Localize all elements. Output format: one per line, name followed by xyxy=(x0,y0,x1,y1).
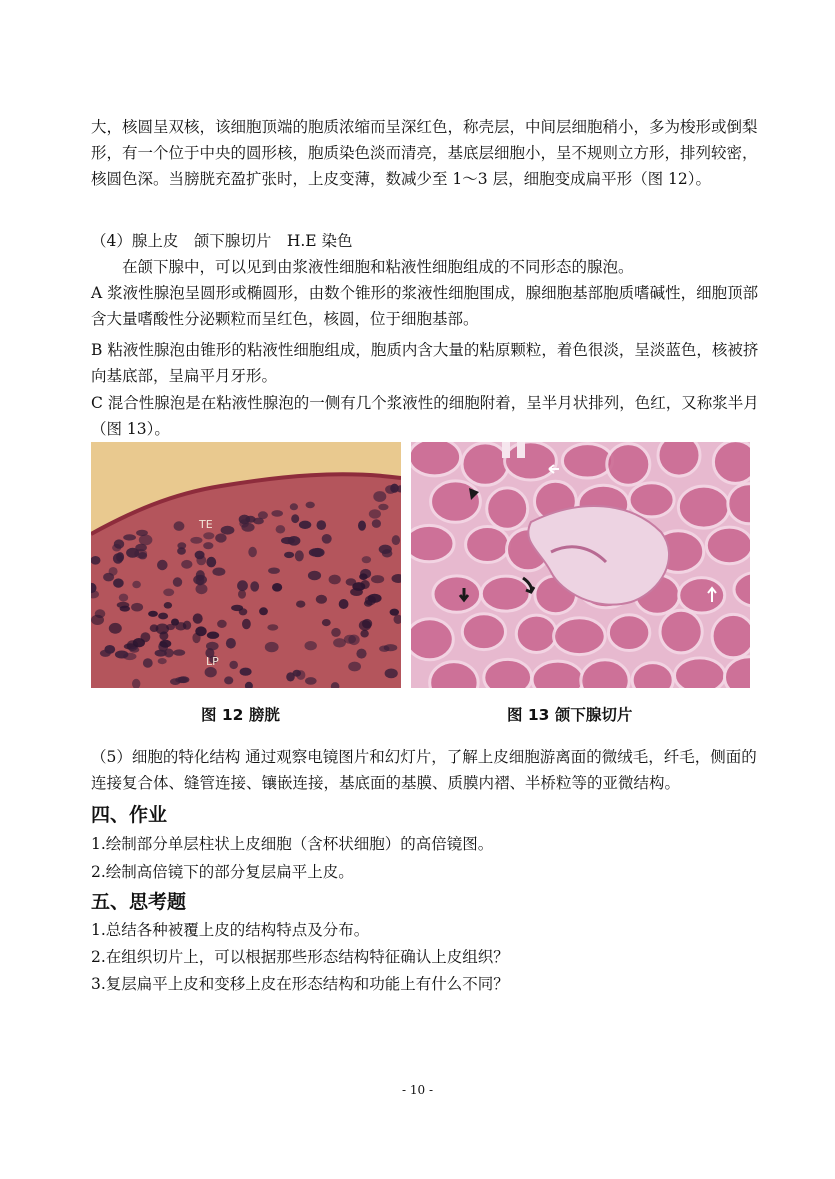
figure-12-nucleus xyxy=(296,601,305,608)
figure-12-nucleus xyxy=(276,525,286,533)
figure-12-nucleus xyxy=(206,557,216,568)
figure-12-nucleus xyxy=(291,514,299,523)
figure-13-serous-acinus xyxy=(658,442,700,476)
figure-13-serous-acinus xyxy=(675,658,726,688)
figure-12-nucleus xyxy=(177,547,186,554)
section-5-title: 五、思考题 xyxy=(91,891,187,913)
figure-12-nucleus xyxy=(195,551,205,560)
figure-12-bladder-micrograph xyxy=(91,442,401,688)
figure-12-nucleus xyxy=(141,632,151,642)
figure-12-nucleus xyxy=(173,649,185,655)
figure-12-nucleus xyxy=(119,594,128,602)
figure-12-nucleus xyxy=(296,670,305,680)
figure-12-nucleus xyxy=(217,620,227,628)
figure-12-nucleus xyxy=(203,532,214,539)
figure-13-serous-acinus xyxy=(466,527,510,563)
item-4-c: C 混合性腺泡是在粘液性腺泡的一侧有几个浆液性的细胞附着，呈半月状排列，色红，又称浆半月（图 13）。 xyxy=(91,394,759,438)
figure-12-nucleus xyxy=(348,662,361,672)
figure-12-nucleus xyxy=(306,502,315,509)
figure-12-nucleus xyxy=(309,548,323,556)
figure-12-nucleus xyxy=(385,669,398,679)
figure-12-nucleus xyxy=(203,542,213,549)
figure-13-serous-acinus xyxy=(678,486,729,528)
figure-12-nucleus xyxy=(365,596,376,606)
figure-13-serous-acinus xyxy=(554,618,606,655)
item-4-a: A 浆液性腺泡呈圆形或椭圆形，由数个锥形的浆液性细胞围成，腺细胞基部胞质嗜碱性，细胞顶部含大量嗜酸性分泌颗粒而呈红色，核圆，位于细胞基部。 xyxy=(91,284,759,328)
figure-12-nucleus xyxy=(173,577,182,587)
figure-12-nucleus xyxy=(333,638,346,647)
figure-12-nucleus xyxy=(360,630,368,638)
figure-13-caption: 图 13 颌下腺切片 xyxy=(507,706,633,724)
figure-12-nucleus xyxy=(384,644,398,651)
figure-12-nucleus xyxy=(359,620,371,631)
figure-12-nucleus xyxy=(129,647,139,653)
figure-12-nucleus xyxy=(181,560,192,569)
figure-12-nucleus xyxy=(286,672,295,681)
figure-12-nucleus xyxy=(299,521,311,529)
paragraph-bladder: 大，核圆呈双核，该细胞顶端的胞质浓缩而呈深红色，称壳层，中间层细胞稍小，多为梭形或倒梨形，有一个位于中央的圆形核，胞质染色淡而清亮，基底层细胞小，呈不规则立方形，排列较密，核圆色深。当膀胱充盈扩张时，上皮变薄，数减少至 1～3 层，细胞变成扁平形（图 12）。 xyxy=(91,118,758,188)
figure-12-label-te: TE xyxy=(199,518,213,531)
figure-13-serous-acinus xyxy=(462,443,508,485)
figure-12-nucleus xyxy=(109,623,122,634)
figure-12-nucleus xyxy=(196,584,208,594)
figure-12-nucleus xyxy=(331,628,341,637)
figure-12-nucleus xyxy=(193,613,203,623)
figure-13-serous-acinus xyxy=(629,483,674,517)
figure-12-nucleus xyxy=(242,619,251,630)
section-5-item-3: 3.复层扁平上皮和变移上皮在形态结构和功能上有什么不同？ xyxy=(91,975,509,993)
item-4-b: B 粘液性腺泡由锥形的粘液性细胞组成，胞质内含大量的粘原颗粒，着色很淡，呈淡蓝色，核被挤向基底部，呈扁平月牙形。 xyxy=(91,341,759,385)
figure-13-serous-acinus xyxy=(462,614,505,650)
figure-12-nucleus xyxy=(237,580,248,591)
figure-12-nucleus xyxy=(358,521,366,531)
figure-12-nucleus xyxy=(160,640,172,648)
figure-12-nucleus xyxy=(371,575,384,583)
figure-12-nucleus xyxy=(224,676,233,684)
section-4-item-1: 1.绘制部分单层柱状上皮细胞（含杯状细胞）的高倍镜图。 xyxy=(91,835,494,853)
figure-12-nucleus xyxy=(385,485,396,494)
figure-12-nucleus xyxy=(112,544,121,552)
figure-12-nucleus xyxy=(157,560,168,570)
figure-12-nucleus xyxy=(226,638,236,649)
figure-12-nucleus xyxy=(158,613,168,620)
figure-13-serous-acinus xyxy=(713,442,750,483)
figure-13-serous-acinus xyxy=(433,576,481,612)
figure-12-nucleus xyxy=(305,641,317,650)
figure-13-serous-acinus xyxy=(484,659,532,688)
figure-12-nucleus xyxy=(322,534,332,544)
figure-13-serous-acinus xyxy=(516,615,556,652)
figure-12-nucleus xyxy=(359,573,367,580)
figure-12-nucleus xyxy=(378,504,388,510)
figure-12-nucleus xyxy=(166,624,175,630)
figure-13-serous-acinus xyxy=(411,525,454,561)
figure-12-nucleus xyxy=(295,550,304,561)
figure-12-nucleus xyxy=(109,567,118,576)
figure-12-nucleus xyxy=(174,521,185,531)
figure-12-nucleus xyxy=(134,549,147,558)
figure-13-serous-acinus xyxy=(608,615,649,651)
figure-12-nucleus xyxy=(373,491,386,502)
figure-12-nucleus xyxy=(212,568,225,576)
figure-12-nucleus xyxy=(329,575,341,585)
figure-12-nucleus xyxy=(308,571,321,581)
section-5-item-1: 1.总结各种被覆上皮的结构特点及分布。 xyxy=(91,921,370,939)
figure-13-serous-acinus xyxy=(660,610,702,653)
figure-12-nucleus xyxy=(265,642,279,652)
figure-13-serous-acinus xyxy=(532,661,583,688)
figure-12-nucleus xyxy=(253,518,264,525)
figure-12-nucleus xyxy=(281,537,295,544)
figure-12-nucleus xyxy=(143,658,153,668)
figure-12-nucleus xyxy=(123,534,136,540)
figure-13-serous-acinus xyxy=(581,660,629,688)
section-4-title: 四、作业 xyxy=(91,804,168,826)
figure-12-nucleus xyxy=(339,599,349,609)
figure-12-nucleus xyxy=(207,632,219,639)
figure-12-nucleus xyxy=(379,545,392,554)
figure-13-serous-acinus xyxy=(505,442,557,480)
figure-12-nucleus xyxy=(239,515,250,525)
figure-12-nucleus xyxy=(148,611,158,617)
figure-12-nucleus xyxy=(392,535,400,545)
figure-12-nucleus xyxy=(100,650,111,657)
figure-12-nucleus xyxy=(95,609,106,618)
figure-12-nucleus xyxy=(139,535,153,546)
figure-12-nucleus xyxy=(317,520,327,530)
figure-13-image xyxy=(411,442,750,688)
figure-12-nucleus xyxy=(316,595,327,604)
figure-12-nucleus xyxy=(362,556,371,563)
figure-12-nucleus xyxy=(132,581,141,589)
figure-12-nucleus xyxy=(290,503,298,510)
figure-12-nucleus xyxy=(322,619,331,626)
figure-12-nucleus xyxy=(248,547,257,557)
figure-13-serous-acinus xyxy=(632,663,673,688)
figure-12-nucleus xyxy=(192,633,200,643)
figure-13-serous-acinus xyxy=(607,444,650,486)
figure-12-nucleus xyxy=(231,605,243,611)
figure-13-serous-acinus xyxy=(712,614,750,657)
figure-12-nucleus xyxy=(113,578,124,587)
item-5-specialized-structures: （5）细胞的特化结构 通过观察电镜图片和幻灯片，了解上皮细胞游离面的微绒毛，纤毛，侧面的连接复合体、缝管连接、镶嵌连接，基底面的基膜、质膜内褶、半桥粒等的亚微结构。 xyxy=(91,748,757,792)
figure-12-nucleus xyxy=(190,537,202,544)
figure-12-nucleus xyxy=(356,649,366,659)
figure-12-nucleus xyxy=(390,609,399,616)
figure-13-serous-acinus xyxy=(481,576,530,611)
figure-13-serous-acinus xyxy=(487,488,528,529)
figure-12-nucleus xyxy=(193,575,207,585)
figure-12-image xyxy=(91,442,401,688)
item-4-heading: （4）腺上皮 颌下腺切片 H.E 染色 xyxy=(91,232,353,250)
figure-13-serous-acinus xyxy=(411,619,453,660)
figure-12-nucleus xyxy=(284,552,294,558)
section-5-item-2: 2.在组织切片上，可以根据那些形态结构特征确认上皮组织？ xyxy=(91,948,509,966)
figure-12-nucleus xyxy=(150,624,159,632)
figure-13-serous-acinus xyxy=(706,527,750,564)
figure-12-nucleus xyxy=(250,581,259,591)
figure-12-nucleus xyxy=(205,667,217,677)
item-4-intro: 在颌下腺中，可以见到由浆液性细胞和粘液性细胞组成的不同形态的腺泡。 xyxy=(122,258,634,276)
figure-12-nucleus xyxy=(240,668,252,676)
figure-12-nucleus xyxy=(267,624,278,630)
figure-12-nucleus xyxy=(271,510,283,517)
figure-12-nucleus xyxy=(259,607,268,615)
figure-12-nucleus xyxy=(164,602,172,609)
figure-12-nucleus xyxy=(215,533,226,542)
figure-12-nucleus xyxy=(229,661,238,669)
figure-12-nucleus xyxy=(116,552,124,562)
figure-12-nucleus xyxy=(175,622,186,630)
figure-12-caption: 图 12 膀胱 xyxy=(201,706,280,724)
figure-12-nucleus xyxy=(170,678,181,685)
section-4-item-2: 2.绘制高倍镜下的部分复层扁平上皮。 xyxy=(91,863,354,881)
figure-12-nucleus xyxy=(272,583,282,592)
figure-13-serous-acinus xyxy=(431,481,481,522)
figure-12-nucleus xyxy=(369,509,381,518)
figure-12-nucleus xyxy=(155,650,167,657)
figure-12-nucleus xyxy=(158,658,167,664)
figure-12-nucleus xyxy=(221,526,235,535)
figure-13-serous-acinus xyxy=(679,578,725,613)
figure-12-nucleus xyxy=(268,568,280,574)
figure-12-nucleus xyxy=(136,530,148,536)
figure-12-nucleus xyxy=(305,677,317,685)
figure-12-nucleus xyxy=(131,603,143,612)
figure-13-serous-acinus xyxy=(562,444,612,478)
figure-12-nucleus xyxy=(372,519,381,528)
page-number: - 10 - xyxy=(401,1083,433,1097)
figure-12-nucleus xyxy=(117,602,130,608)
figure-12-nucleus xyxy=(352,582,365,591)
figure-13-gland-micrograph xyxy=(411,442,750,688)
figure-12-label-lp: LP xyxy=(206,655,219,668)
figure-12-nucleus xyxy=(163,589,174,597)
figure-12-nucleus xyxy=(115,651,129,659)
figure-13-serous-acinus xyxy=(411,442,461,476)
